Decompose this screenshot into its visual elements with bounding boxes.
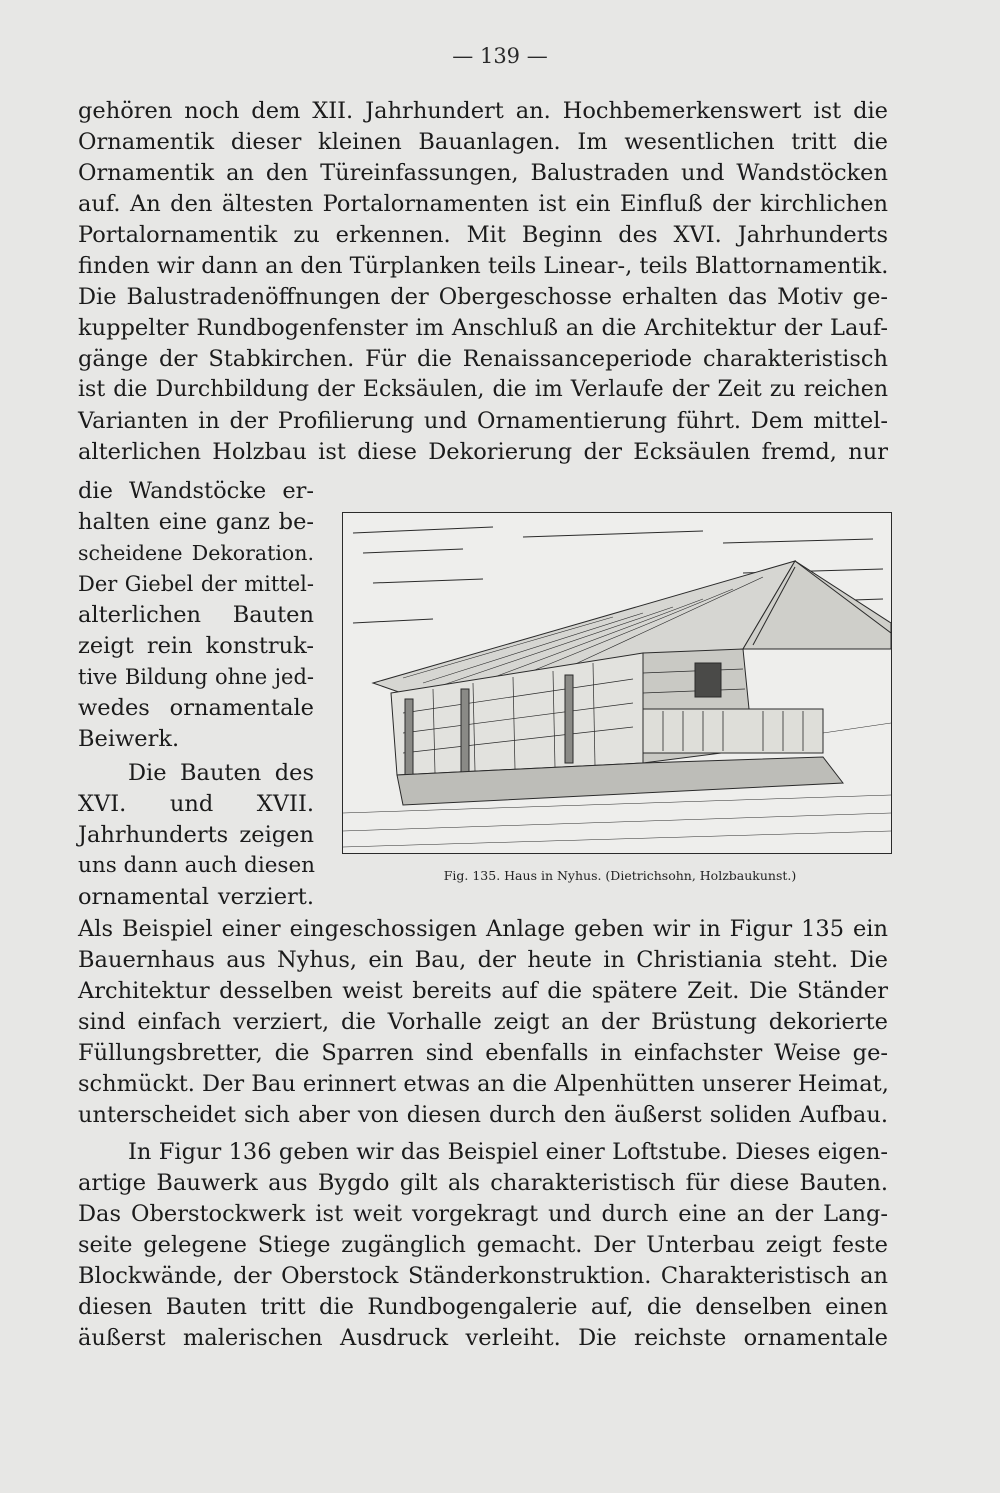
text-line: Ornamentik an den Türeinfassungen, Balustraden und Wandstöcken: [78, 160, 888, 186]
text-line: seite gelegene Stiege zugänglich gemacht. Der Unterbau zeigt feste: [78, 1232, 888, 1258]
text-line-wrapped: halten eine ganz be-: [78, 509, 314, 535]
page-number: — 139 —: [452, 44, 548, 68]
text-line-wrapped: zeigt rein konstruk-: [78, 633, 314, 659]
text-line: finden wir dann an den Türplanken teils Linear-, teils Blattornamentik.: [78, 253, 889, 279]
text-line: Die Balustradenöffnungen der Obergeschosse erhalten das Motiv ge-: [78, 284, 888, 310]
text-line: unterscheidet sich aber von diesen durch den äußerst soliden Aufbau.: [78, 1102, 888, 1128]
text-line: Architektur desselben weist bereits auf die spätere Zeit. Die Ständer: [78, 978, 888, 1004]
text-line-wrapped: XVI. und XVII.: [78, 791, 314, 817]
text-line-wrapped: scheidene Dekoration.: [78, 541, 314, 565]
text-line: Blockwände, der Oberstock Ständerkonstruktion. Charakteristisch an: [78, 1263, 888, 1289]
text-line-wrapped: tive Bildung ohne jed-: [78, 665, 314, 689]
text-line: äußerst malerischen Ausdruck verleiht. Die reichste ornamentale: [78, 1325, 888, 1351]
text-line: gänge der Stabkirchen. Für die Renaissanceperiode charakteristisch: [78, 346, 888, 372]
text-line: Füllungsbretter, die Sparren sind ebenfalls in einfachster Weise ge-: [78, 1040, 888, 1066]
text-line: Ornamentik dieser kleinen Bauanlagen. Im wesentlichen tritt die: [78, 129, 888, 155]
figure-house-illustration: [342, 512, 892, 854]
house-drawing: [343, 513, 891, 853]
text-line: Varianten in der Profilierung und Ornamentierung führt. Dem mittel-: [78, 408, 888, 434]
text-line-wrapped: alterlichen Bauten: [78, 602, 314, 628]
text-line: diesen Bauten tritt die Rundbogengalerie auf, die denselben einen: [78, 1294, 888, 1320]
text-line: Als Beispiel einer eingeschossigen Anlage geben wir in Figur 135 ein: [78, 916, 888, 942]
text-line-wrapped: ornamental verziert.: [78, 884, 314, 910]
text-line: Bauernhaus aus Nyhus, ein Bau, der heute in Christiania steht. Die: [78, 947, 888, 973]
text-line: kuppelter Rundbogenfenster im Anschluß an die Architektur der Lauf-: [78, 315, 888, 341]
text-line: In Figur 136 geben wir das Beispiel einer Loftstube. Dieses eigen-: [128, 1139, 888, 1165]
text-line: artige Bauwerk aus Bygdo gilt als charakteristisch für diese Bauten.: [78, 1170, 888, 1196]
text-line-wrapped: die Wandstöcke er-: [78, 478, 314, 504]
text-line-wrapped: Die Bauten des: [128, 760, 314, 786]
text-line: alterlichen Holzbau ist diese Dekorierung der Ecksäulen fremd, nur: [78, 439, 888, 465]
text-line-wrapped: Beiwerk.: [78, 726, 180, 752]
text-line-wrapped: Der Giebel der mittel-: [78, 572, 314, 596]
text-line: sind einfach verziert, die Vorhalle zeigt an der Brüstung dekorierte: [78, 1009, 888, 1035]
text-line: gehören noch dem XII. Jahrhundert an. Hochbemerkenswert ist die: [78, 98, 888, 124]
text-line-wrapped: wedes ornamentale: [78, 695, 314, 721]
figure-caption: Fig. 135. Haus in Nyhus. (Dietrichsohn, Holzbaukunst.): [443, 868, 797, 883]
text-line: schmückt. Der Bau erinnert etwas an die Alpenhütten unserer Heimat,: [78, 1071, 889, 1097]
text-line: Portalornamentik zu erkennen. Mit Beginn des XVI. Jahrhunderts: [78, 222, 888, 248]
text-line: auf. An den ältesten Portalornamenten ist ein Einfluß der kirchlichen: [78, 191, 888, 217]
text-line-wrapped: uns dann auch diesen: [78, 853, 316, 878]
text-line: ist die Durchbildung der Ecksäulen, die im Verlaufe der Zeit zu reichen: [78, 377, 888, 402]
text-line-wrapped: Jahrhunderts zeigen: [78, 822, 314, 848]
text-line: Das Oberstockwerk ist weit vorgekragt und durch eine an der Lang-: [78, 1201, 888, 1227]
